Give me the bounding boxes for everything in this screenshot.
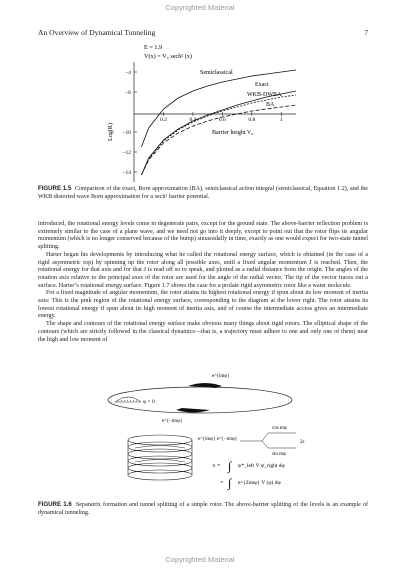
y-tick-label: −6 <box>125 90 131 96</box>
running-title: An Overview of Dynamical Tunneling <box>38 28 156 37</box>
x-tick-label: 0.6 <box>218 117 226 123</box>
equation-energy: E = 1.9 <box>144 44 163 51</box>
y-tick-label: −10 <box>122 130 131 136</box>
x-axis-label: Barrier height V₀ <box>212 130 254 136</box>
label-pair: e^{imφ} e^{−imφ} <box>198 437 238 442</box>
x-tick-label: 0.2 <box>160 117 167 123</box>
stacked-rings <box>128 435 192 480</box>
legend-semiclassical: Semiclassical <box>200 70 233 76</box>
equation-potential: V(x) = V₀ sech² (x) <box>144 53 192 60</box>
copyright-notice-top: Copyrighted Material <box>165 3 235 12</box>
label-phi-zero: φ = 0 <box>143 399 155 405</box>
body-text <box>38 221 368 344</box>
integral-sign: ∫ <box>228 459 232 473</box>
paragraph: introduced, the rotational energy levels come in degenerate pairs, except for the ground state. The above-barrier reflection problem is extremely similar to the case of a plane wave, and we need not go into it deeply, except to point out that the rotor flips its angular momentum (which is no longer conserved because of the bump) sinusoidally in time, exactly as one would expect for two-state tunnel splitting. <box>38 221 368 251</box>
paragraph: For a fixed magnitude of angular momentum, the rotor attains its highest rotational energy if spun about its low moment of inertia axis: This is the pink region of the rotational energy surface, corresponding to the diagram at the lower right. The rotor attains its lowest rotational energy if spun about its high moment of inertia axis, and of course the intermediate access gives an intermediate energy. <box>38 290 368 320</box>
equation-epsilon-lhs: ε = <box>213 463 221 469</box>
arrow-backward <box>176 408 210 413</box>
label-e-imphi-top: e^{imφ} <box>212 374 230 379</box>
page-number: 7 <box>364 28 368 37</box>
barrier-bump <box>115 397 141 402</box>
copyright-notice-bottom: Copyrighted Material <box>165 555 235 564</box>
y-axis-label: Log(R) <box>108 123 114 141</box>
equation-second-rhs: e^{2imφ} V (φ) dφ <box>238 480 281 486</box>
figure-1-5-chart <box>0 40 400 185</box>
paragraph: The shape and contours of the rotational energy surface make obvious many things about rigid rotors. The elliptical shape of the contours (which are strictly followed in the classical dynamics—that is, a trajectory must adhere to one and only one of them) near the high and low moment of <box>38 321 368 343</box>
label-e-minus-imphi: e^{−imφ} <box>162 419 183 424</box>
caption-text: Separatrix formation and tunnel splitting of a simple rotor. The above-barrier splitting of the levels is an example of dynamical tunneling. <box>38 502 368 516</box>
plot-area <box>122 62 296 182</box>
equation-epsilon-rhs: ψ*_left V ψ_right dφ <box>238 463 285 469</box>
y-tick-label: −4 <box>125 70 131 76</box>
legend-wkb-dwba: WKB-DWBA <box>247 92 282 98</box>
figure-1-6-caption <box>38 501 368 517</box>
legend-exact: Exact <box>255 82 269 88</box>
figure-1-5-caption <box>38 185 368 201</box>
integral-sign: ∫ <box>228 476 232 490</box>
equation-second-lhs: = <box>220 480 224 486</box>
y-tick-label: −12 <box>122 150 131 156</box>
running-head <box>38 28 368 37</box>
x-tick-label: 1 <box>279 117 283 123</box>
x-tick-label: 0.8 <box>248 117 256 123</box>
legend-ba: BA <box>266 102 275 108</box>
label-cos: cos mφ <box>272 426 287 431</box>
caption-label: FIGURE 1.6 <box>38 501 72 508</box>
label-2-epsilon: 2ε <box>300 440 305 445</box>
x-tick-label: 0.4 <box>189 117 197 123</box>
label-sin: sin mφ <box>272 452 286 457</box>
paragraph: Harter began his developments by introducing what he called the rotational energy surface, which is obtained (in the case of a rigid asymmetric top) by spinning up the rotor along all possible axes, until a fixed angular momentum J is reached. Then, the rotational energy for that axis and for that J is read off so to speak, and plotted as a radial distance from the origin. The angles of the rotation axis relative to the principal axes of the rotor are used for the angle of the radial vector. The tip of the vector traces out a surface. Harter’s rotational energy surface. Figure 1.7 shows the case for a prolate rigid asymmetric rotor like a water molecule. <box>38 251 368 289</box>
caption-label: FIGURE 1.5 <box>38 185 72 192</box>
figure-1-6-diagram <box>0 360 400 500</box>
y-tick-label: −14 <box>122 170 131 176</box>
caption-text: Comparison of the exact, Born approximation (BA), semiclassical action integral (semiclassical, Equation 1.2), and the WKB distorted wave Born approximation for a sech² barrier potential. <box>38 186 369 200</box>
